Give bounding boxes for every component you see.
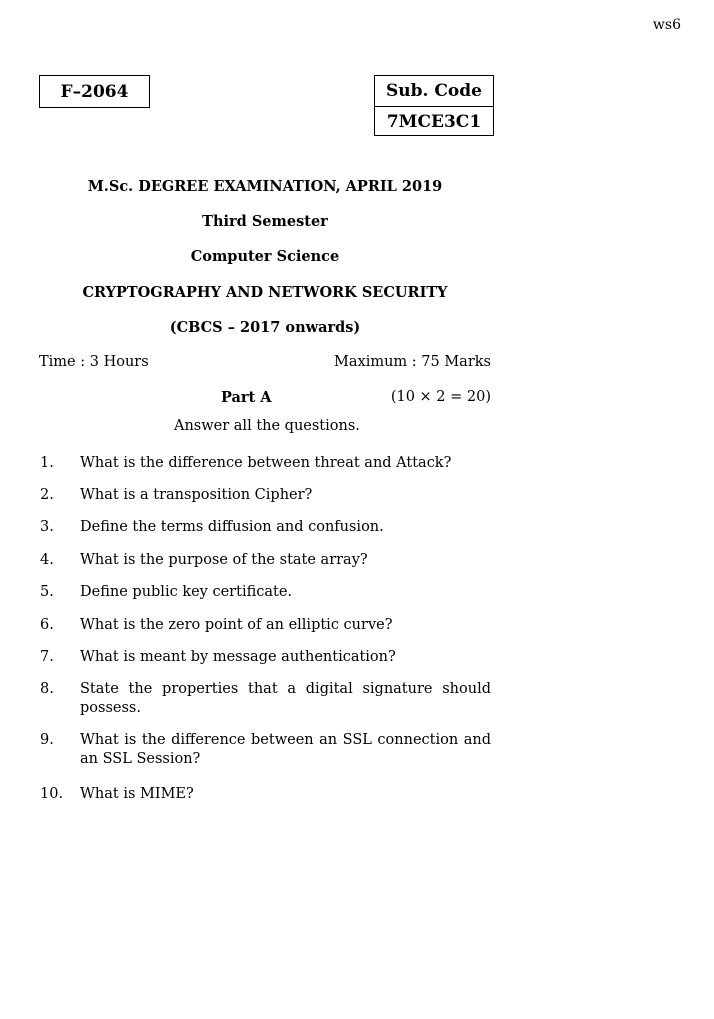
exam-subject: CRYPTOGRAPHY AND NETWORK SECURITY (82, 284, 448, 301)
question-number: 7. (40, 649, 54, 665)
corner-code: ws6 (652, 17, 681, 33)
question-number: 4. (40, 552, 54, 568)
sub-code-box (374, 75, 494, 136)
question-number: 5. (40, 584, 54, 600)
exam-department: Computer Science (190, 248, 340, 265)
exam-scheme: (CBCS – 2017 onwards) (169, 319, 361, 336)
sub-code-label: Sub. Code (386, 81, 482, 101)
question-text: What is meant by message authentication? (80, 649, 396, 665)
exam-title: M.Sc. DEGREE EXAMINATION, APRIL 2019 (87, 178, 443, 195)
question-number: 3. (40, 519, 54, 535)
question-text: What is the purpose of the state array? (80, 552, 368, 568)
exam-time: Time : 3 Hours (39, 354, 149, 370)
question-number: 1. (40, 455, 54, 471)
question-number: 9. (40, 732, 54, 748)
question-number: 8. (40, 681, 54, 697)
question-text: What is the difference between threat and Attack? (80, 455, 452, 471)
question-text: What is a transposition Cipher? (80, 487, 313, 503)
question-number: 10. (40, 786, 64, 802)
sub-code-value: 7MCE3C1 (375, 106, 493, 137)
paper-code-box (39, 75, 150, 108)
question-text: What is the zero point of an elliptic curve? (80, 617, 393, 633)
question-text: What is MIME? (80, 786, 194, 802)
exam-semester: Third Semester (202, 213, 328, 230)
question-text: State the properties that a digital signature should possess. (80, 681, 491, 716)
part-instruction: Answer all the questions. (174, 418, 360, 434)
question-text: Define public key certificate. (80, 584, 293, 600)
part-marks: (10 × 2 = 20) (390, 389, 491, 405)
question-number: 2. (40, 487, 54, 503)
paper-code: F–2064 (60, 81, 129, 102)
max-marks: Maximum : 75 Marks (334, 354, 491, 370)
question-text: What is the difference between an SSL connection and an SSL Session? (80, 732, 491, 767)
question-number: 6. (40, 617, 54, 633)
question-text: Define the terms diffusion and confusion. (80, 519, 384, 535)
part-title: Part A (221, 389, 272, 406)
